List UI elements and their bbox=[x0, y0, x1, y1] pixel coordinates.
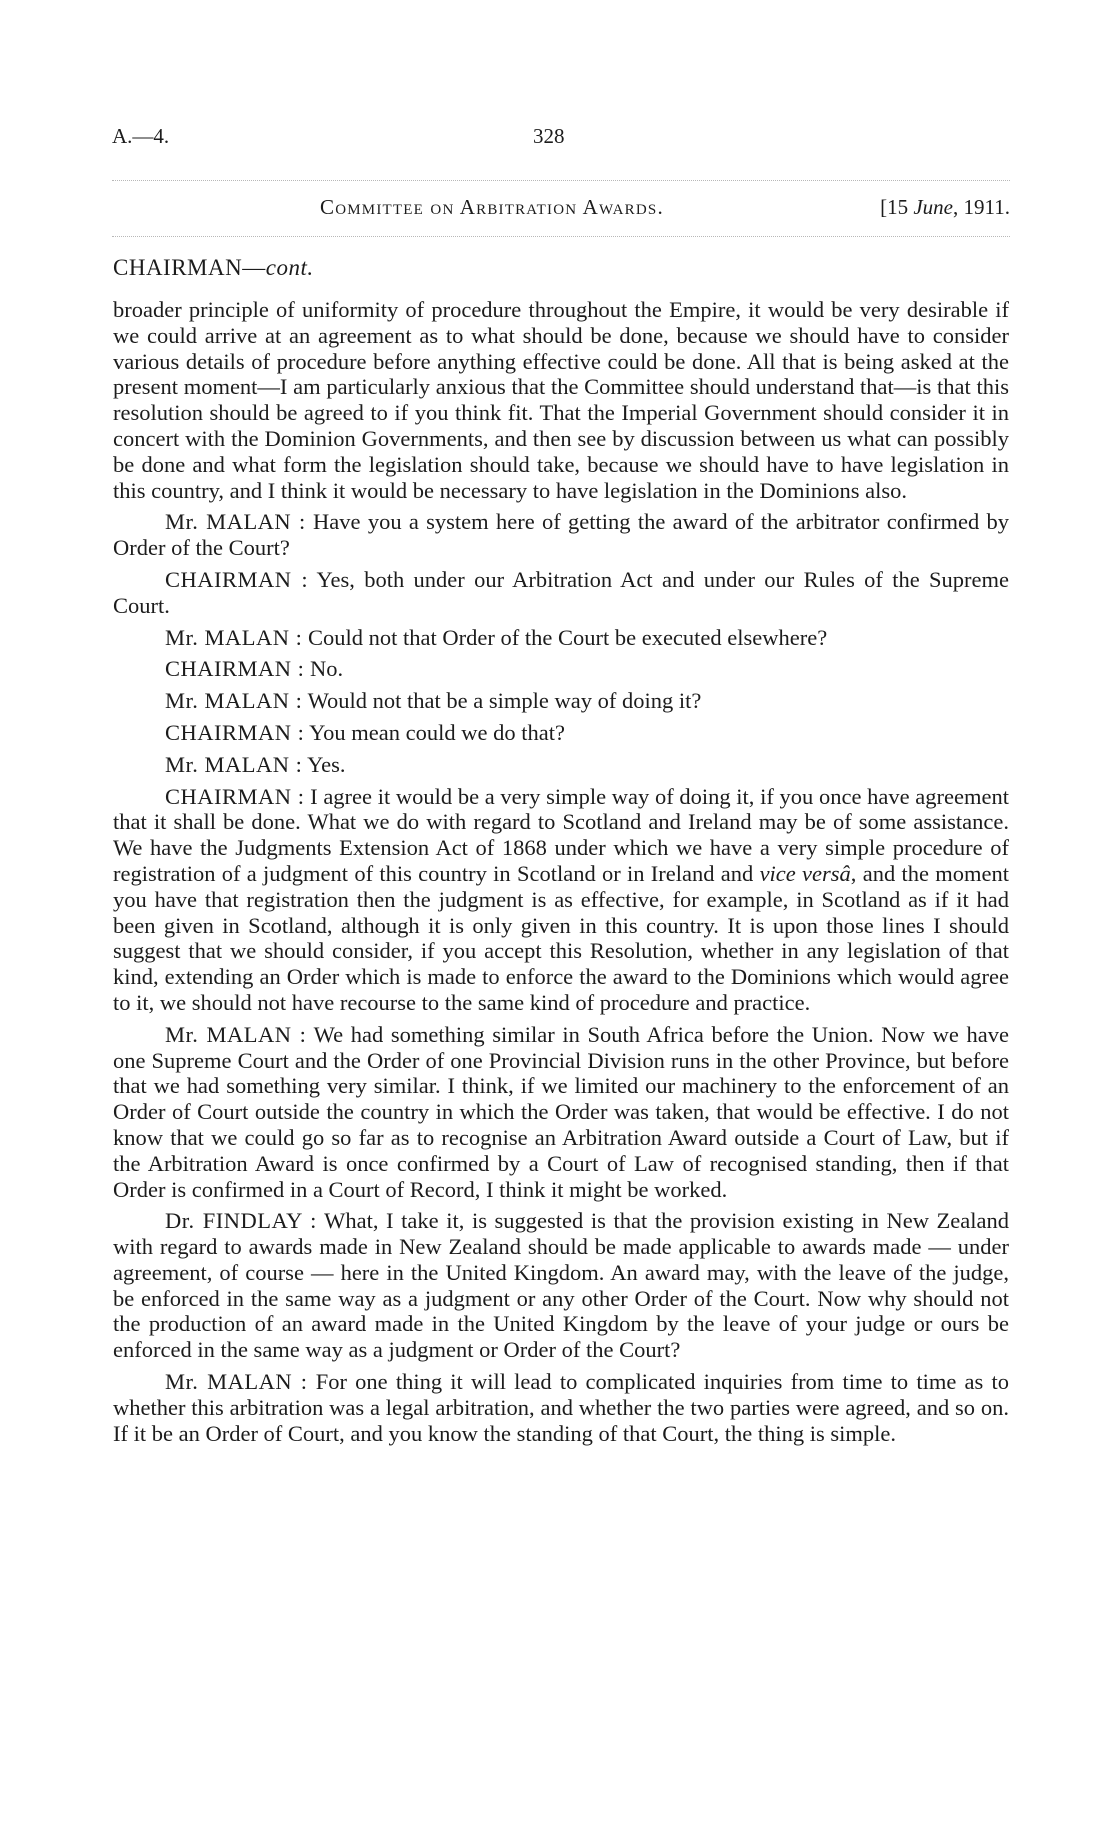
speaker-name: Mr. MALAN : bbox=[165, 1369, 308, 1395]
paragraph-text: Would not that be a simple way of doing it? bbox=[302, 688, 702, 714]
paragraph bbox=[113, 1022, 1009, 1203]
paragraph-text: broader principle of uniformity of procedure throughout the Empire, it would be very desirable if we could arrive at an agreement as to what should be done, because we should have to consider various details of procedure before anything effective could be done. All that is being asked at the present moment—I am particularly anxious that the Committee should understand that—is that this resolution should be agreed to if you think fit. That the Imperial Government should consider it in concert with the Dominion Governments, and then see by discussion between us what can possibly be done and what form the legislation should take, because we should have to have legislation in this country, and I think it would be necessary to have legislation in the Dominions also. bbox=[113, 297, 1009, 503]
paragraph bbox=[113, 1369, 1009, 1446]
speaker-name: Mr. MALAN : bbox=[165, 751, 303, 777]
speaker-heading-cont: cont. bbox=[265, 255, 314, 280]
speaker-name: CHAIRMAN : bbox=[165, 656, 305, 682]
paragraph bbox=[113, 720, 1009, 746]
paragraph-text: Yes. bbox=[302, 751, 346, 777]
paragraph bbox=[113, 688, 1009, 714]
running-title: Committee on Arbitration Awards. bbox=[320, 195, 664, 219]
header-date bbox=[880, 195, 1010, 220]
date-suffix: , 1911. bbox=[953, 195, 1010, 219]
page-number: 328 bbox=[533, 124, 565, 148]
paragraph-text-continued: , and the moment you have that registration then the judgment is as effective, for example, in Scotland as if it had been given in Scotland, although it is only given in this country. It is upon those lines I should suggest that we should consider, if you accept this Resolution, whether in any legislation of that kind, extending an Order which is made to enforce the award to the Dominions which would agree to it, we should not have recourse to the same kind of procedure and practice. bbox=[113, 860, 1009, 1015]
header-rule-top bbox=[112, 180, 1010, 181]
italic-phrase: vice versâ bbox=[759, 860, 851, 886]
speaker-name: Mr. MALAN : bbox=[165, 688, 303, 714]
speaker-name: Mr. MALAN : bbox=[165, 509, 306, 535]
paragraph-text: For one thing it will lead to complicated inquiries from time to time as to whether this arbitration was a legal arbitration, and whether the two parties were agreed, and so on. If it be an Order of Court, and you know the standing of that Court, the thing is simple. bbox=[113, 1369, 1009, 1446]
speaker-name: CHAIRMAN : bbox=[165, 783, 305, 809]
date-month: June bbox=[913, 195, 954, 219]
paragraph-text: Have you a system here of getting the award of the arbitrator confirmed by Order of the Court? bbox=[113, 509, 1009, 561]
paragraph-text: Yes, both under our Arbitration Act and under our Rules of the Supreme Court. bbox=[113, 566, 1009, 618]
document-reference: A.—4. bbox=[112, 124, 170, 148]
paragraph bbox=[113, 656, 1009, 682]
paragraph bbox=[113, 1208, 1009, 1363]
paragraph bbox=[113, 752, 1009, 778]
paragraph-text: What, I take it, is suggested is that the provision existing in New Zealand with regard to awards made in New Zealand should be made applicable to awards made — under agreement, of course — here in the United Kingdom. An award may, with the leave of the judge, be enforced in the same way as a judgment or any other Order of the Court. Now why should not the production of an award made in the United Kingdom by the leave of your judge or ours be enforced in the same way as a judgment or Order of the Court? bbox=[113, 1208, 1009, 1363]
speaker-name: Mr. MALAN : bbox=[165, 1021, 307, 1047]
speaker-name: Mr. MALAN : bbox=[165, 624, 303, 650]
date-prefix: [15 bbox=[880, 195, 914, 219]
paragraph-text: Could not that Order of the Court be executed elsewhere? bbox=[302, 624, 828, 650]
speaker-name: CHAIRMAN : bbox=[165, 719, 305, 745]
paragraph-text: I agree it would be a very simple way of doing it, if you once have agreement that it shall be done. What we do with regard to Scotland and Ireland may be of some assistance. We have the Judgments Extension Act of 1868 under which we have a very simple procedure of registration of a judgment of this country in Scotland or in Ireland and bbox=[113, 783, 1009, 886]
paragraph bbox=[113, 297, 1009, 503]
paragraph-text: You mean could we do that? bbox=[304, 719, 565, 745]
paragraph bbox=[113, 784, 1009, 1016]
paragraph bbox=[113, 567, 1009, 619]
paragraph-text: No. bbox=[304, 656, 344, 682]
transcript-body bbox=[113, 297, 1009, 1452]
paragraph-text: We had something similar in South Africa before the Union. Now we have one Supreme Court and the Order of one Provincial Division runs in the other Province, but before that we had something very similar. I think, if we limited our machinery to the enforcement of an Order of Court outside the country in which the Order was taken, that would be effective. I do not know that we could go so far as to recognise an Arbitration Award outside a Court of Law, but if the Arbitration Award is once confirmed by a Court of Law of recognised standing, then if that Order is confirmed in a Court of Record, I think it might be worked. bbox=[113, 1021, 1009, 1202]
paragraph bbox=[113, 509, 1009, 561]
speaker-heading bbox=[113, 255, 314, 281]
speaker-heading-name: CHAIRMAN— bbox=[113, 255, 266, 280]
speaker-name: CHAIRMAN : bbox=[165, 566, 309, 592]
speaker-name: Dr. FINDLAY : bbox=[165, 1208, 317, 1234]
header-rule-bottom bbox=[112, 236, 1010, 237]
paragraph bbox=[113, 625, 1009, 651]
